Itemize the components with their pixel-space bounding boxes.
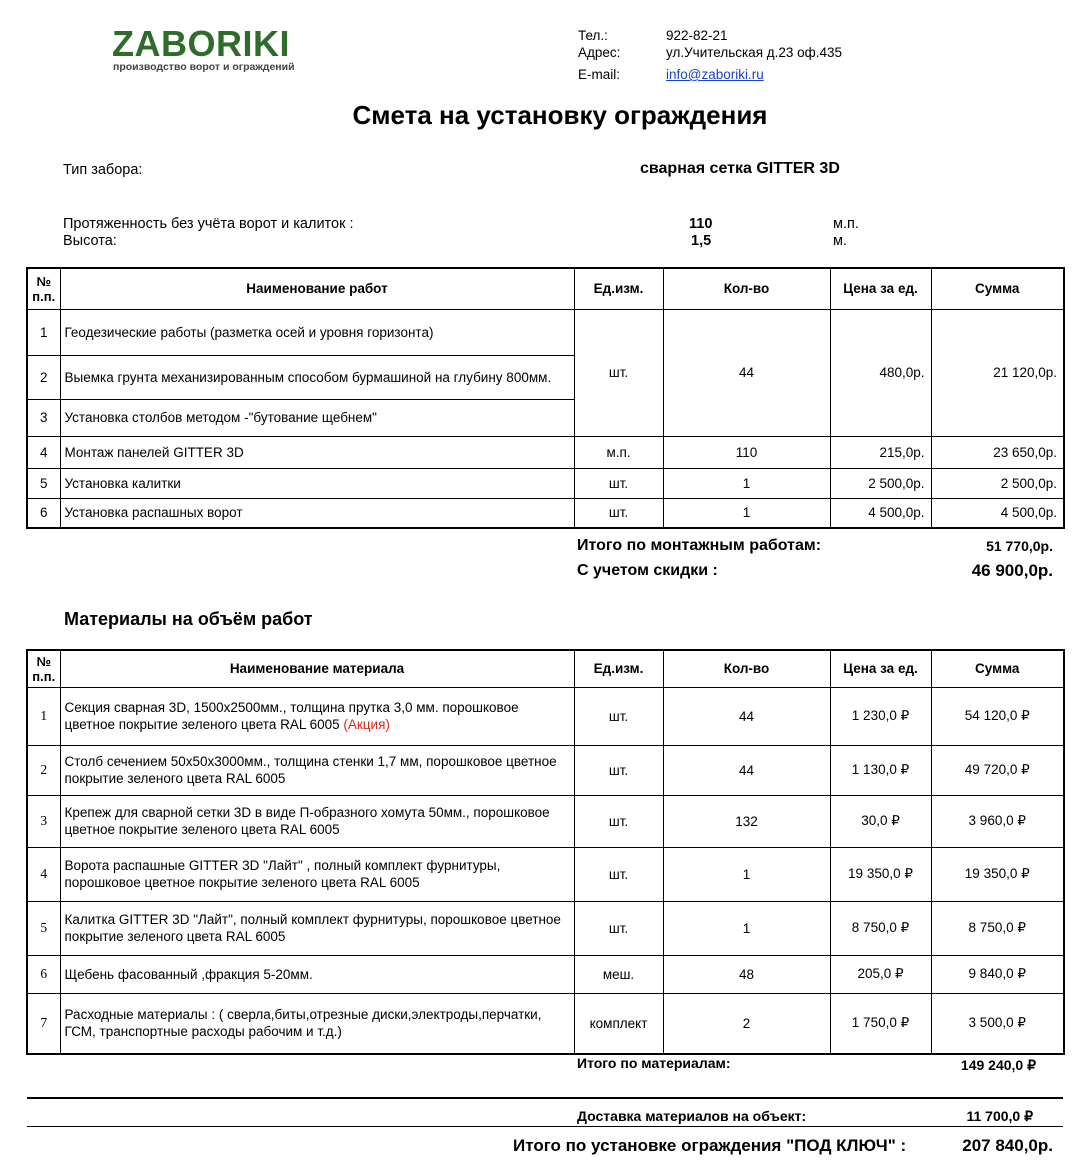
table-row bbox=[27, 993, 1064, 1054]
row-price: 2 500,0р. bbox=[830, 468, 931, 498]
table-row bbox=[27, 795, 1064, 847]
row-sum: 19 350,0 ₽ bbox=[931, 847, 1064, 901]
divider bbox=[27, 1126, 1063, 1127]
row-num: 5 bbox=[27, 468, 60, 498]
merged-unit: шт. bbox=[574, 309, 663, 436]
row-unit: шт. bbox=[574, 847, 663, 901]
row-unit: м.п. bbox=[574, 436, 663, 468]
table-row bbox=[27, 745, 1064, 795]
row-sum: 49 720,0 ₽ bbox=[931, 745, 1064, 795]
row-sum: 23 650,0р. bbox=[931, 436, 1064, 468]
row-unit: шт. bbox=[574, 745, 663, 795]
discount-label: С учетом скидки : bbox=[577, 562, 718, 579]
row-num: 3 bbox=[27, 399, 60, 436]
height-value: 1,5 bbox=[691, 233, 712, 249]
email-label: E-mail: bbox=[578, 67, 621, 82]
row-name: Геодезические работы (разметка осей и уровня горизонта) bbox=[60, 309, 574, 355]
table-row bbox=[27, 955, 1064, 993]
row-price: 8 750,0 ₽ bbox=[830, 901, 931, 955]
row-name: Калитка GITTER 3D "Лайт", полный комплект фурнитуры, порошковое цветное покрытие зеленого цвета RAL 6005 bbox=[60, 901, 574, 955]
grand-total-value: 207 840,0р. bbox=[962, 1136, 1053, 1155]
row-num: 4 bbox=[27, 436, 60, 468]
row-num: 6 bbox=[27, 498, 60, 528]
materials-header-row bbox=[27, 650, 1064, 687]
length-value: 110 bbox=[689, 216, 713, 232]
row-price: 205,0 ₽ bbox=[830, 955, 931, 993]
height-unit: м. bbox=[833, 233, 847, 249]
row-unit: шт. bbox=[574, 687, 663, 745]
row-num: 3 bbox=[27, 795, 60, 847]
materials-total-label: Итого по материалам: bbox=[577, 1055, 731, 1071]
delivery-value: 11 700,0 ₽ bbox=[966, 1108, 1033, 1124]
company-logo: ZABORIKI bbox=[112, 23, 290, 64]
header-price: Цена за ед. bbox=[830, 268, 931, 309]
row-qty: 132 bbox=[663, 795, 830, 847]
table-row bbox=[27, 468, 1064, 498]
grand-total-label: Итого по установке ограждения "ПОД КЛЮЧ" : bbox=[513, 1136, 907, 1155]
length-unit: м.п. bbox=[833, 216, 859, 232]
row-sum: 54 120,0 ₽ bbox=[931, 687, 1064, 745]
row-name: Крепеж для сварной сетки 3D в виде П-образного хомута 50мм., порошковое цветное покрытие зеленого цвета RAL 6005 bbox=[60, 795, 574, 847]
header-qty: Кол-во bbox=[663, 268, 830, 309]
row-qty: 1 bbox=[663, 847, 830, 901]
table-row bbox=[27, 847, 1064, 901]
discount-value: 46 900,0р. bbox=[971, 561, 1053, 580]
row-unit: шт. bbox=[574, 468, 663, 498]
table-row bbox=[27, 498, 1064, 528]
header-sum: Сумма bbox=[931, 268, 1064, 309]
table-row bbox=[27, 309, 1064, 355]
row-num: 1 bbox=[27, 309, 60, 355]
header-num: № п.п. bbox=[27, 650, 60, 687]
row-qty: 48 bbox=[663, 955, 830, 993]
company-tagline: производство ворот и ограждений bbox=[113, 61, 295, 73]
divider bbox=[27, 1097, 1063, 1099]
row-qty: 1 bbox=[663, 468, 830, 498]
header-sum: Сумма bbox=[931, 650, 1064, 687]
row-price: 1 750,0 ₽ bbox=[830, 993, 931, 1054]
merged-price: 480,0р. bbox=[830, 309, 931, 436]
length-label: Протяженность без учёта ворот и калиток : bbox=[63, 216, 354, 232]
row-sum: 9 840,0 ₽ bbox=[931, 955, 1064, 993]
header-unit: Ед.изм. bbox=[574, 650, 663, 687]
row-name: Установка столбов методом -"бутование щебнем" bbox=[60, 399, 574, 436]
row-sum: 3 500,0 ₽ bbox=[931, 993, 1064, 1054]
row-price: 1 130,0 ₽ bbox=[830, 745, 931, 795]
address-label: Адрес: bbox=[578, 45, 621, 60]
height-label: Высота: bbox=[63, 233, 117, 249]
row-qty: 1 bbox=[663, 901, 830, 955]
row-name: Выемка грунта механизированным способом бурмашиной на глубину 800мм. bbox=[60, 355, 574, 399]
header-qty: Кол-во bbox=[663, 650, 830, 687]
header-price: Цена за ед. bbox=[830, 650, 931, 687]
address-value: ул.Учительская д.23 оф.435 bbox=[666, 45, 843, 60]
phone-label: Тел.: bbox=[578, 28, 608, 43]
row-name: Щебень фасованный ,фракция 5-20мм. bbox=[60, 955, 574, 993]
header-num: № п.п. bbox=[27, 268, 60, 309]
table-row bbox=[27, 436, 1064, 468]
row-num: 2 bbox=[27, 745, 60, 795]
row-price: 30,0 ₽ bbox=[830, 795, 931, 847]
row-name: Столб сечением 50х50х3000мм., толщина стенки 1,7 мм, порошковое цветное покрытие зеленого цвета RAL 6005 bbox=[60, 745, 574, 795]
materials-heading: Материалы на объём работ bbox=[64, 609, 313, 629]
row-price: 19 350,0 ₽ bbox=[830, 847, 931, 901]
row-name: Расходные материалы : ( сверла,биты,отрезные диски,электроды,перчатки, ГСМ, транспортные расходы рабочим и т.д.) bbox=[60, 993, 574, 1054]
works-total-label: Итого по монтажным работам: bbox=[577, 537, 822, 554]
header-name: Наименование работ bbox=[60, 268, 574, 309]
fence-type-label: Тип забора: bbox=[63, 162, 143, 178]
email-link[interactable]: info@zaboriki.ru bbox=[666, 67, 764, 82]
row-name: Ворота распашные GITTER 3D "Лайт" , полный комплект фурнитуры, порошковое цветное покрытие зеленого цвета RAL 6005 bbox=[60, 847, 574, 901]
materials-table bbox=[26, 649, 1065, 1055]
row-qty: 110 bbox=[663, 436, 830, 468]
materials-total-value: 149 240,0 ₽ bbox=[960, 1057, 1036, 1073]
table-row bbox=[27, 901, 1064, 955]
merged-qty: 44 bbox=[663, 309, 830, 436]
merged-sum: 21 120,0р. bbox=[931, 309, 1064, 436]
works-header-row bbox=[27, 268, 1064, 309]
row-sum: 3 960,0 ₽ bbox=[931, 795, 1064, 847]
delivery-label: Доставка материалов на объект: bbox=[577, 1108, 807, 1124]
promo-label: (Акция) bbox=[343, 717, 390, 732]
row-qty: 44 bbox=[663, 687, 830, 745]
row-qty: 44 bbox=[663, 745, 830, 795]
phone-value: 922-82-21 bbox=[666, 28, 728, 43]
row-num: 4 bbox=[27, 847, 60, 901]
row-sum: 4 500,0р. bbox=[931, 498, 1064, 528]
row-num: 6 bbox=[27, 955, 60, 993]
row-qty: 2 bbox=[663, 993, 830, 1054]
row-num: 1 bbox=[27, 687, 60, 745]
row-price: 215,0р. bbox=[830, 436, 931, 468]
row-num: 2 bbox=[27, 355, 60, 399]
row-name-text: Секция сварная 3D, 1500х2500мм., толщина прутка 3,0 мм. порошковое цветное покрытие зеленого цвета RAL 6005 bbox=[64, 700, 519, 732]
header-unit: Ед.изм. bbox=[574, 268, 663, 309]
row-name: Монтаж панелей GITTER 3D bbox=[60, 436, 574, 468]
row-unit: комплект bbox=[574, 993, 663, 1054]
works-total-value: 51 770,0р. bbox=[986, 538, 1053, 554]
page-title: Смета на установку ограждения bbox=[352, 100, 768, 130]
row-unit: шт. bbox=[574, 901, 663, 955]
row-name: Установка распашных ворот bbox=[60, 498, 574, 528]
row-num: 7 bbox=[27, 993, 60, 1054]
row-unit: шт. bbox=[574, 795, 663, 847]
works-table bbox=[26, 267, 1065, 529]
fence-type-value: сварная сетка GITTER 3D bbox=[640, 160, 840, 177]
row-unit: меш. bbox=[574, 955, 663, 993]
row-sum: 2 500,0р. bbox=[931, 468, 1064, 498]
table-row bbox=[27, 687, 1064, 745]
row-sum: 8 750,0 ₽ bbox=[931, 901, 1064, 955]
row-name bbox=[60, 687, 574, 745]
row-price: 1 230,0 ₽ bbox=[830, 687, 931, 745]
row-price: 4 500,0р. bbox=[830, 498, 931, 528]
row-name: Установка калитки bbox=[60, 468, 574, 498]
header-name: Наименование материала bbox=[60, 650, 574, 687]
row-num: 5 bbox=[27, 901, 60, 955]
row-unit: шт. bbox=[574, 498, 663, 528]
row-qty: 1 bbox=[663, 498, 830, 528]
